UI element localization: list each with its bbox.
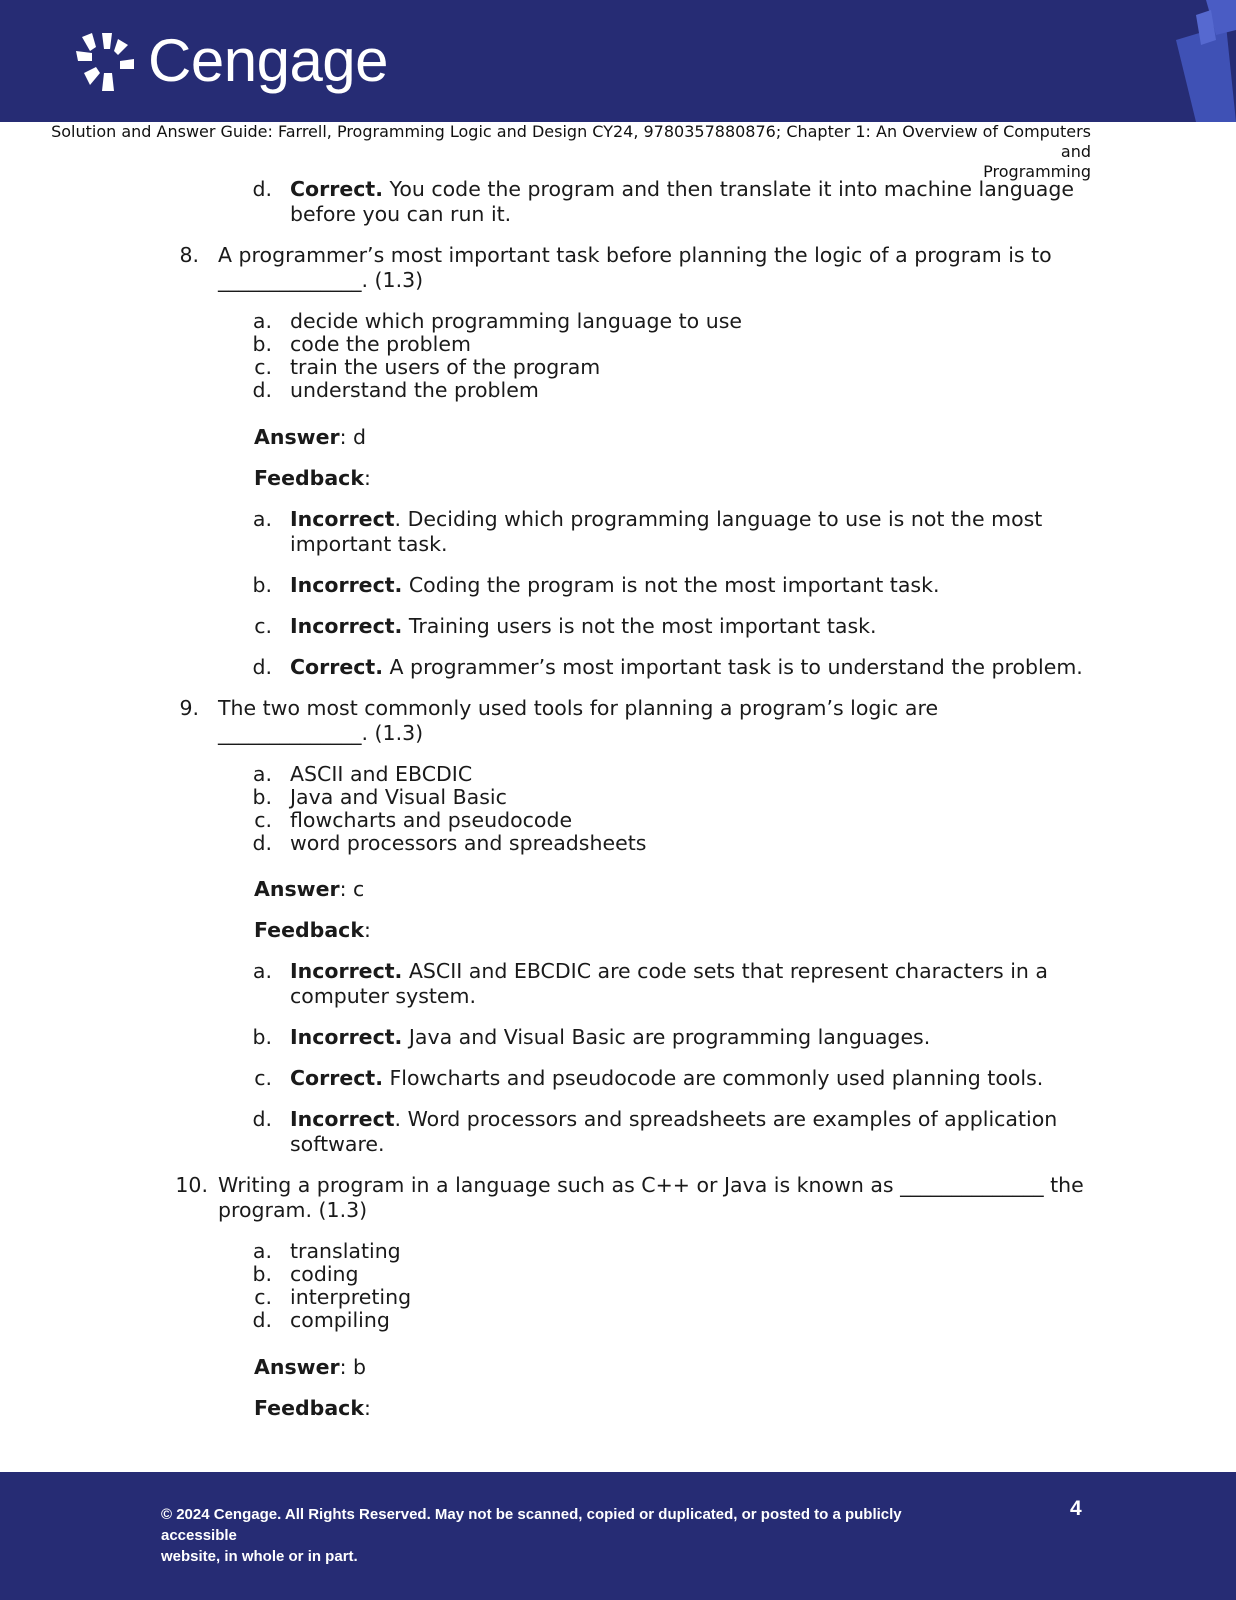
feedback-verdict: Correct. [290,177,383,201]
question-stem-cont: program. (1.3) [218,1198,368,1222]
feedback-verdict: Incorrect. [290,1025,403,1049]
feedback-text: Coding the program is not the most important task. [402,573,940,597]
option-text: translating [290,1239,401,1263]
option-text: code the problem [290,332,471,356]
feedback-text-cont: before you can run it. [290,202,512,226]
feedback-verdict: Incorrect. [290,614,403,638]
feedback-text: . Word processors and spreadsheets are examples of application [394,1107,1058,1131]
question-stem: The two most commonly used tools for planning a program’s logic are [218,696,939,720]
feedback-letter: c. [254,614,272,638]
feedback-letter: b. [252,573,272,597]
option-letter: b. [252,785,272,809]
running-head-line1: Solution and Answer Guide: Farrell, Programming Logic and Design CY24, 9780357880876; Chapter 1: An Overview of Computers and [51,122,1091,161]
option-letter: c. [254,1285,272,1309]
option-text: understand the problem [290,378,539,402]
question-stem: A programmer’s most important task before planning the logic of a program is to [218,243,1052,267]
feedback-verdict: Correct. [290,655,383,679]
feedback-colon: : [363,918,371,942]
feedback-label: Feedback [254,466,364,490]
option-text: Java and Visual Basic [290,785,507,809]
answer-label: Answer [254,425,340,449]
feedback-text: You code the program and then translate it into machine language [383,177,1074,201]
question-stem-cont: ______________. (1.3) [218,721,424,745]
option-letter: c. [254,355,272,379]
question-number: 10. [175,1173,208,1197]
option-letter: a. [252,309,272,333]
feedback-label: Feedback [254,1396,364,1420]
feedback-text: ASCII and EBCDIC are code sets that represent characters in a [402,959,1048,983]
option-text: interpreting [290,1285,412,1309]
feedback-text-cont: important task. [290,532,448,556]
feedback-letter: a. [252,507,272,531]
feedback-text-cont: software. [290,1132,385,1156]
feedback-text: Training users is not the most important task. [402,614,877,638]
page-number: 4 [1070,1497,1082,1520]
feedback-verdict: Incorrect [290,1107,395,1131]
option-letter: a. [252,1239,272,1263]
feedback-text: . Deciding which programming language to use is not the most [394,507,1043,531]
option-letter: c. [254,808,272,832]
option-text: flowcharts and pseudocode [290,808,573,832]
option-letter: d. [252,378,272,402]
feedback-text: Flowcharts and pseudocode are commonly used planning tools. [383,1066,1044,1090]
feedback-letter: d. [252,655,272,679]
answer-value: : b [339,1355,367,1379]
option-text: coding [290,1262,359,1286]
feedback-verdict: Incorrect. [290,573,403,597]
feedback-letter: d. [252,1107,272,1131]
feedback-verdict: Incorrect. [290,959,403,983]
option-letter: d. [252,831,272,855]
feedback-text-cont: computer system. [290,984,477,1008]
feedback-verdict: Incorrect [290,507,395,531]
answer-value: : c [339,877,365,901]
answer-label: Answer [254,1355,340,1379]
feedback-letter: b. [252,1025,272,1049]
question-stem-cont: ______________. (1.3) [218,268,424,292]
copyright-line2: website, in whole or in part. [161,1548,358,1565]
option-letter: b. [252,1262,272,1286]
answer-value: : d [339,425,367,449]
feedback-text: A programmer’s most important task is to understand the problem. [383,655,1083,679]
question-number: 9. [179,696,199,720]
option-text: word processors and spreadsheets [290,831,647,855]
question-stem: Writing a program in a language such as C++ or Java is known as ______________ the [218,1173,1084,1197]
option-letter: d. [252,1308,272,1332]
option-text: train the users of the program [290,355,601,379]
copyright-notice [161,1504,941,1567]
option-text: decide which programming language to use [290,309,743,333]
option-letter: a. [252,762,272,786]
question-number: 8. [179,243,199,267]
feedback-letter: d. [252,177,272,201]
feedback-label: Feedback [254,918,364,942]
running-head-line2: Programming [983,162,1091,181]
feedback-letter: c. [254,1066,272,1090]
answer-label: Answer [254,877,340,901]
option-text: ASCII and EBCDIC [290,762,473,786]
option-text: compiling [290,1308,390,1332]
feedback-letter: a. [252,959,272,983]
option-letter: b. [252,332,272,356]
brand-wordmark: Cengage [148,27,389,94]
copyright-line1: © 2024 Cengage. All Rights Reserved. May not be scanned, copied or duplicated, or posted to a publicly accessible [161,1506,902,1544]
feedback-colon: : [363,466,371,490]
feedback-verdict: Correct. [290,1066,383,1090]
feedback-colon: : [363,1396,371,1420]
feedback-text: Java and Visual Basic are programming languages. [402,1025,931,1049]
